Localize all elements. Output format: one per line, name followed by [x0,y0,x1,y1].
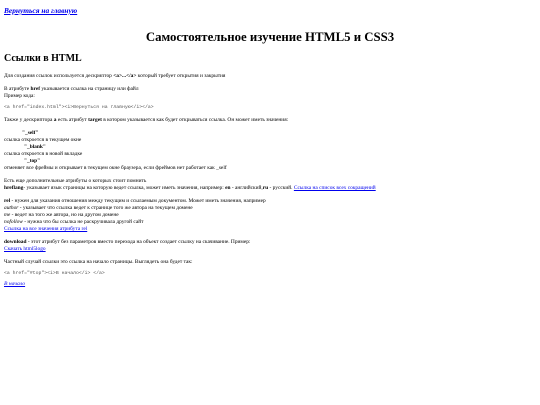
code-example-1: <a href="index.html"><i>Вернуться на главную</i></a> [4,105,154,110]
section-title: Ссылки в HTML [4,53,82,64]
href-attr: href [30,86,41,92]
hreflang-text: - указывает язык страницы на которую ведет ссылка, может иметь значения, например: [23,185,226,191]
self-title: "_self" [22,130,39,136]
nofollow-value: nofollow [4,219,23,225]
href-text: В атрибуте [4,86,31,92]
me-text: - ведет на того же автора, но на другом домене [10,212,119,218]
rel-text: - нужен для указания отношения между текущим и ссылаемым документом. Может иметь значения, например [10,198,266,204]
hreflang-text-2: - английский, [230,185,263,191]
rel-paragraph [4,198,536,205]
author-text: - указывает что ссылка ведет к странице того же автора на текущем домене [18,205,193,211]
hreflang-ru: ru [262,185,269,191]
top-title: "_top" [24,158,41,164]
intro-text: Для создания ссылок используется дескриптор [4,73,114,79]
top-desc: отменяет все фреймы и открывает в текущем окне браузера, если фреймов нет работает как _self [4,165,227,171]
target-attr: target [88,117,102,123]
hreflang-text-3: - русский. [268,185,294,191]
rel-values-link[interactable]: Ссылка на все значения атрибута rel [4,226,88,232]
back-to-home-link[interactable]: Вернуться на главную [4,6,78,15]
author-value: author [4,205,19,211]
blank-desc: ссылка откроется в новой вкладке [4,151,83,157]
target-text-end: в котором указывается как будет открываться ссылка. Он может иметь значения: [101,117,289,123]
rel-attr: rel [4,198,11,204]
target-text: Также у дескриптора [4,117,54,123]
code-example-2: <a href="#top"><i>В начало</i> </a> [4,271,105,276]
blank-title: "_blank" [24,144,46,150]
download-paragraph [4,239,536,246]
download-logo-link[interactable]: Скачать html5logo [4,246,46,252]
example-label: Пример кода: [4,93,35,99]
language-codes-link[interactable]: Ссылка на список всех сокращений [293,185,376,191]
page-title: Самостоятельное изучение HTML5 и CSS3 [145,30,395,44]
to-top-link[interactable]: В начало [4,281,26,287]
hreflang-paragraph [4,185,536,192]
intro-tag: <a>...</a> [113,73,137,79]
intro-text-end: который требует открытия и закрытия [136,73,226,79]
more-attrs-text: Есть еще дополнительные атрибуты о которых стоит помнить [4,178,147,184]
href-paragraph [4,86,536,93]
target-text-2: есть атрибут [56,117,89,123]
me-value: me [4,212,11,218]
self-desc: ссылка откроется в текущем окне [4,137,82,143]
target-paragraph [4,117,536,124]
special-case-text: Частный случай ссылки это ссылка на начало страницы. Выглядеть она будет так: [4,259,193,265]
intro-paragraph [4,73,536,80]
target-tag: a [53,117,57,123]
download-attr: download [4,239,27,245]
nofollow-line [4,219,536,226]
href-text-end: указывается ссылка на страницу или файл [40,86,139,92]
hreflang-en: en [225,185,231,191]
me-line [4,212,536,219]
hreflang-attr: hreflang [4,185,24,191]
author-line [4,205,536,212]
download-text: - этот атрибут без параметров вместо перехода на объект создает ссылку на скачивание. Пример: [26,239,251,245]
nofollow-text: - нужна что бы ссылка не раскручивала другой сайт [22,219,144,225]
